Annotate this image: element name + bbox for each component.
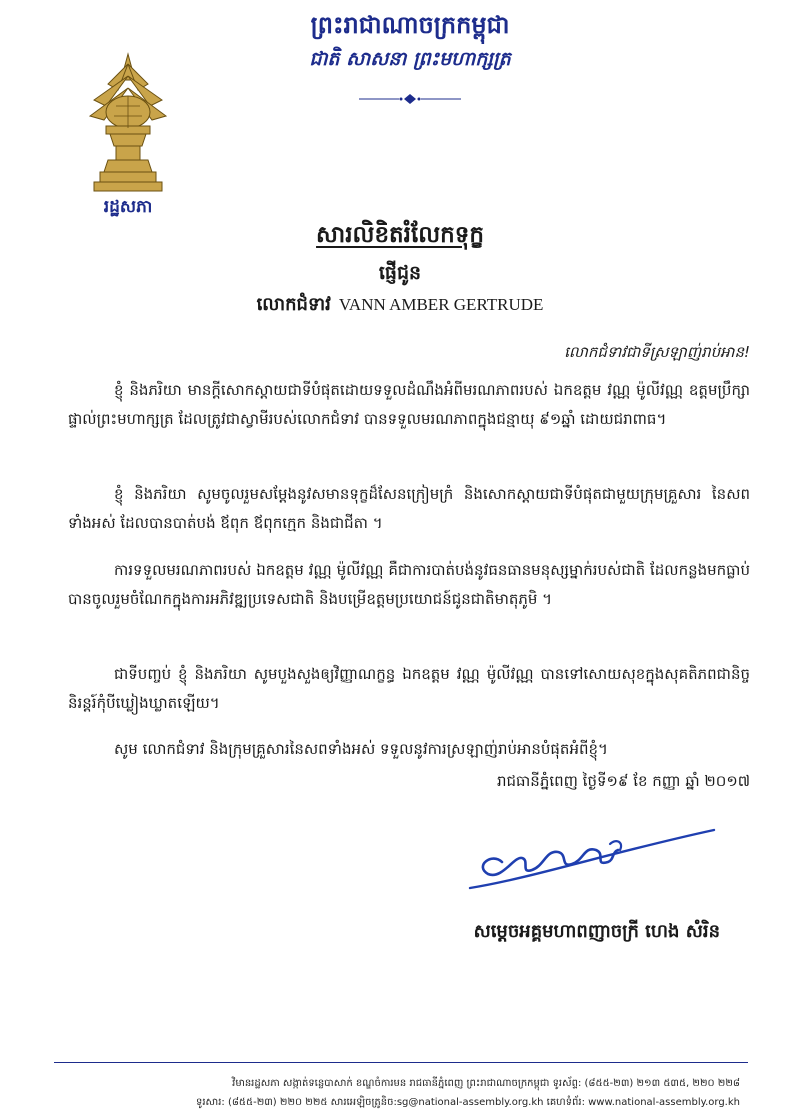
recipient-name: VANN AMBER GERTRUDE [338, 295, 544, 314]
paragraph-1: ខ្ញុំ និងភរិយា មានក្ដីសោកស្ដាយជាទីបំផុតដោយទទួលដំណឹងអំពីមរណភាពរបស់ ឯកឧត្តម វណ្ណ ម៉ូលីវណ្ណ ឧត្តមប្រឹក្សាផ្ទាល់ព្រះមហាក្សត្រ ដែលត្រូវជាស្វាមីរបស់លោកជំទាវ បានទទួលមរណភាពក្នុងជន្មាយុ ៩១ឆ្នាំ ដោយជរាពាធ។ [68, 381, 750, 428]
footer-address: វិមានរដ្ឋសភា សង្កាត់ទន្លេបាសាក់ ខណ្ឌចំការមន រាជធានីភ្នំពេញ ព្រះរាជាណាចក្រកម្ពុជា ទូរស័ព្ទ: (៨៥៥-២៣) ២១៣ ៥៣៥, ២២០ ២២៨ [232, 1078, 740, 1089]
date-line: រាជធានីភ្នំពេញ ថ្ងៃទី១៩ ខែ កញ្ញា ឆ្នាំ ២០១៧ [496, 772, 750, 790]
salutation: លោកជំទាវជាទីស្រឡាញ់រាប់អាន! [564, 343, 750, 361]
paragraph-2: ខ្ញុំ និងភរិយា សូមចូលរួមសម្ដែងនូវសមានទុក្ខដ៏សែនក្រៀមក្រំ និងសោកស្ដាយជាទីបំផុតជាមួយក្រុមគ្រួសារ នៃសពទាំងអស់ ដែលបានបាត់បង់ ឪពុក ឪពុកក្មេក និងជាជីតា ។ [68, 485, 750, 532]
paragraph-4: ជាទីបញ្ចប់ ខ្ញុំ និងភរិយា សូមបួងសួងឲ្យវិញ្ញាណក្ខន្ធ ឯកឧត្តម វណ្ណ ម៉ូលីវណ្ណ បានទៅសោយសុខក្នុងសុគតិភពជានិច្ចនិរន្តរ៍កុំបីឃ្លៀងឃ្លាតឡើយ។ [68, 665, 750, 712]
national-motto: ជាតិ សាសនា ព្រះមហាក្សត្រ [309, 48, 511, 70]
ornament-divider-icon [355, 90, 465, 102]
document-title-text: សារលិខិតរំលែកទុក្ខ [316, 222, 484, 248]
handwritten-signature-icon [462, 822, 722, 894]
document-title [220, 220, 580, 250]
recipient-line [200, 292, 600, 318]
kingdom-heading: ព្រះរាជាណាចក្រកម្ពុជា [310, 11, 510, 39]
footer-divider [54, 1062, 748, 1063]
recipient-honorific: លោកជំទាវ [256, 294, 331, 315]
footer-contacts: ទូរសារ: (៨៥៥-២៣) ២២០ ២២៥ សារអេឡិចត្រូនិច:sg@national-assembly.org.kh គេហទំព័រ: www.national-assembly.org.kh [196, 1097, 740, 1108]
paragraph-5: សូម លោកជំទាវ និងក្រុមគ្រួសារនៃសពទាំងអស់ ទទួលនូវការស្រឡាញ់រាប់អានបំផុតអំពីខ្ញុំ។ [114, 740, 608, 758]
national-assembly-emblem-icon [86, 50, 170, 194]
emblem-label: រដ្ឋសភា [103, 197, 153, 217]
send-to-label: ផ្ញើជូន [378, 262, 422, 284]
signer-name: សម្ដេចអគ្គមហាពញាចក្រី ហេង សំរិន [473, 921, 720, 942]
paragraph-3: ការទទួលមរណភាពរបស់ ឯកឧត្តម វណ្ណ ម៉ូលីវណ្ណ គឺជាការបាត់បង់នូវធនធានមនុស្សម្នាក់របស់ជាតិ ដែលកន្លងមកធ្លាប់បានចូលរួមចំណែកក្នុងការអភិវឌ្ឍប្រទេសជាតិ និងបម្រើឧត្តមប្រយោជន៍ជូនជាតិមាតុភូមិ ។ [68, 561, 750, 608]
